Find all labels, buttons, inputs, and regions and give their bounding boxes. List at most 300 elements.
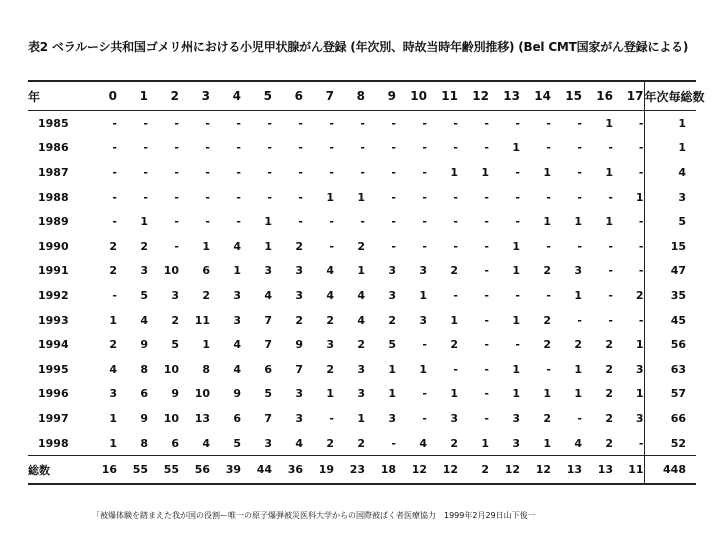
table-row bbox=[28, 209, 696, 234]
header-row bbox=[28, 81, 696, 111]
table-cell: - bbox=[360, 215, 365, 229]
table-cell: - bbox=[174, 116, 179, 130]
table-cell: 2 bbox=[543, 338, 551, 352]
table-cell: 2 bbox=[543, 411, 551, 425]
table-cell: 3 bbox=[357, 387, 365, 401]
table-cell: - bbox=[422, 141, 427, 155]
table-cell: - bbox=[484, 141, 489, 155]
table-cell: - bbox=[205, 215, 210, 229]
table-cell: 13 bbox=[194, 411, 210, 425]
table-title: 表2 ベラルーシ共和国ゴメリ州における小児甲状腺がん登録 (年次別、時故当時年齢別推移) (Bel CMT国家がん登録による) bbox=[28, 40, 689, 54]
table-cell: 3 bbox=[295, 411, 303, 425]
table-cell: 9 bbox=[140, 411, 148, 425]
table-cell: - bbox=[174, 239, 179, 253]
table-cell: - bbox=[638, 165, 644, 179]
table-cell: - bbox=[205, 116, 210, 130]
table-cell: - bbox=[174, 190, 179, 204]
table-cell: 2 bbox=[357, 436, 365, 450]
table-cell: - bbox=[143, 141, 148, 155]
footer-cell: 23 bbox=[349, 463, 365, 477]
table-cell: 11 bbox=[194, 313, 210, 327]
table-cell: - bbox=[112, 288, 117, 302]
table-cell: - bbox=[638, 436, 644, 450]
table-cell: - bbox=[329, 165, 334, 179]
table-cell: 9 bbox=[140, 338, 148, 352]
table-cell: - bbox=[577, 190, 582, 204]
table-cell: 6 bbox=[264, 362, 272, 376]
table-cell: 2 bbox=[543, 313, 551, 327]
table-cell: 4 bbox=[357, 288, 365, 302]
table-cell: 4 bbox=[233, 239, 241, 253]
table-cell: - bbox=[484, 190, 489, 204]
table-cell: 2 bbox=[326, 436, 334, 450]
footer-cell: 12 bbox=[535, 463, 551, 477]
table-cell: 2 bbox=[202, 288, 210, 302]
table-cell: 2 bbox=[605, 436, 613, 450]
row-total: 5 bbox=[644, 209, 696, 234]
table-cell: - bbox=[236, 116, 241, 130]
table-cell: 4 bbox=[202, 436, 210, 450]
table-cell: - bbox=[608, 264, 613, 278]
table-cell: 2 bbox=[450, 264, 458, 278]
table-cell: - bbox=[515, 116, 520, 130]
row-year: 1994 bbox=[38, 338, 69, 352]
row-year: 1995 bbox=[38, 362, 69, 376]
table-cell: 1 bbox=[543, 387, 551, 401]
table-cell: - bbox=[236, 215, 241, 229]
table-cell: 3 bbox=[295, 264, 303, 278]
table-cell: 1 bbox=[388, 362, 396, 376]
footer-cell: 13 bbox=[566, 463, 582, 477]
table-row bbox=[28, 406, 696, 431]
table-cell: - bbox=[329, 215, 334, 229]
footer-cell: 11 bbox=[628, 463, 644, 477]
table-cell: - bbox=[329, 239, 334, 253]
table-cell: 1 bbox=[635, 338, 644, 352]
table-cell: - bbox=[608, 190, 613, 204]
table-cell: 1 bbox=[450, 313, 458, 327]
table-cell: 1 bbox=[233, 264, 241, 278]
table-cell: - bbox=[546, 190, 551, 204]
source-caption: 「被爆体験を踏まえた我が国の役割ー唯一の原子爆弾被災医科大学からの国際被ばく者医療協力 1999年2月29日山下俊一 bbox=[92, 511, 536, 520]
table-cell: - bbox=[298, 116, 303, 130]
table-cell: - bbox=[391, 141, 396, 155]
table-cell: 1 bbox=[481, 165, 489, 179]
table-cell: 9 bbox=[171, 387, 179, 401]
table-cell: 2 bbox=[171, 313, 179, 327]
table-cell: - bbox=[422, 215, 427, 229]
table-cell: 2 bbox=[450, 338, 458, 352]
table-cell: - bbox=[422, 190, 427, 204]
table-cell: - bbox=[638, 215, 644, 229]
table-cell: 4 bbox=[264, 288, 272, 302]
footer-cell: 2 bbox=[481, 463, 489, 477]
table-cell: - bbox=[391, 239, 396, 253]
table-cell: 4 bbox=[109, 362, 117, 376]
table-cell: 1 bbox=[543, 165, 551, 179]
table-cell: - bbox=[484, 411, 489, 425]
table-cell: - bbox=[298, 190, 303, 204]
table-cell: 9 bbox=[295, 338, 303, 352]
table-cell: - bbox=[422, 239, 427, 253]
row-year: 1988 bbox=[38, 190, 69, 204]
row-year: 1990 bbox=[38, 239, 69, 253]
table-cell: 1 bbox=[574, 288, 582, 302]
table-row bbox=[28, 431, 696, 456]
row-total: 56 bbox=[644, 332, 696, 357]
table-row bbox=[28, 111, 696, 136]
footer-cell: 16 bbox=[101, 463, 117, 477]
row-total: 1 bbox=[644, 111, 696, 136]
table-cell: - bbox=[484, 215, 489, 229]
table-cell: 3 bbox=[450, 411, 458, 425]
table-cell: - bbox=[267, 116, 272, 130]
table-cell: 5 bbox=[264, 387, 272, 401]
table-row bbox=[28, 332, 696, 357]
table-cell: - bbox=[391, 436, 396, 450]
row-year: 1986 bbox=[38, 141, 69, 155]
table-cell: 3 bbox=[635, 411, 644, 425]
table-cell: 4 bbox=[140, 313, 148, 327]
table-cell: - bbox=[112, 190, 117, 204]
table-cell: 2 bbox=[357, 338, 365, 352]
table-cell: - bbox=[638, 141, 644, 155]
table-cell: 2 bbox=[574, 338, 582, 352]
row-year: 1992 bbox=[38, 288, 69, 302]
row-year: 1987 bbox=[38, 165, 69, 179]
table-cell: 4 bbox=[295, 436, 303, 450]
table-cell: - bbox=[422, 387, 427, 401]
table-cell: - bbox=[577, 313, 582, 327]
table-cell: 7 bbox=[264, 411, 272, 425]
table-cell: 3 bbox=[388, 288, 396, 302]
table-cell: - bbox=[391, 165, 396, 179]
table-cell: - bbox=[484, 288, 489, 302]
table-cell: 1 bbox=[605, 116, 613, 130]
row-year: 1996 bbox=[38, 387, 69, 401]
table-cell: 1 bbox=[202, 239, 210, 253]
table-cell: - bbox=[453, 362, 458, 376]
age-header-1: 1 bbox=[139, 89, 148, 103]
table-cell: - bbox=[608, 313, 613, 327]
row-year: 1989 bbox=[38, 215, 69, 229]
row-total: 45 bbox=[644, 308, 696, 333]
table-cell: - bbox=[453, 288, 458, 302]
table-cell: 2 bbox=[326, 362, 334, 376]
footer-cell: 56 bbox=[194, 463, 210, 477]
footer-cell: 39 bbox=[225, 463, 241, 477]
table-cell: 2 bbox=[326, 313, 334, 327]
table-cell: 1 bbox=[512, 387, 520, 401]
table-cell: 3 bbox=[388, 264, 396, 278]
table-cell: 2 bbox=[605, 338, 613, 352]
table-cell: 2 bbox=[295, 313, 303, 327]
footer-cell: 12 bbox=[411, 463, 427, 477]
table-cell: 6 bbox=[233, 411, 241, 425]
table-cell: 2 bbox=[109, 239, 117, 253]
table-cell: - bbox=[546, 141, 551, 155]
table-row bbox=[28, 160, 696, 185]
row-total: 35 bbox=[644, 283, 696, 308]
age-header-0: 0 bbox=[108, 89, 117, 103]
table-cell: - bbox=[267, 165, 272, 179]
table-cell: - bbox=[546, 362, 551, 376]
table-cell: - bbox=[329, 141, 334, 155]
table-cell: 3 bbox=[512, 436, 520, 450]
table-cell: - bbox=[205, 190, 210, 204]
table-cell: 1 bbox=[574, 387, 582, 401]
table-cell: 4 bbox=[326, 288, 334, 302]
age-header-15: 15 bbox=[565, 89, 582, 103]
year-header: 年 bbox=[28, 89, 41, 104]
table-cell: - bbox=[546, 116, 551, 130]
table-cell: 4 bbox=[574, 436, 582, 450]
table-cell: 1 bbox=[357, 264, 365, 278]
table-cell: 2 bbox=[605, 362, 613, 376]
table-cell: - bbox=[112, 165, 117, 179]
table-cell: 1 bbox=[326, 190, 334, 204]
table-cell: 1 bbox=[109, 313, 117, 327]
thyroid-cancer-table bbox=[28, 80, 705, 485]
footer-cell: 12 bbox=[504, 463, 520, 477]
row-total: 15 bbox=[644, 234, 696, 259]
table-cell: 1 bbox=[512, 239, 520, 253]
footer-cell: 44 bbox=[256, 463, 272, 477]
table-cell: 2 bbox=[109, 264, 117, 278]
table-cell: - bbox=[329, 116, 334, 130]
table-cell: 3 bbox=[140, 264, 148, 278]
table-cell: 2 bbox=[543, 264, 551, 278]
table-cell: 8 bbox=[202, 362, 210, 376]
table-cell: 4 bbox=[419, 436, 427, 450]
row-total: 57 bbox=[644, 382, 696, 407]
table-cell: 10 bbox=[194, 387, 210, 401]
table-cell: - bbox=[205, 141, 210, 155]
table-cell: 3 bbox=[264, 264, 272, 278]
table-cell: - bbox=[638, 264, 644, 278]
table-cell: 3 bbox=[357, 362, 365, 376]
age-header-16: 16 bbox=[596, 89, 613, 103]
table-cell: 8 bbox=[140, 362, 148, 376]
table-cell: 1 bbox=[512, 264, 520, 278]
table-cell: - bbox=[484, 116, 489, 130]
table-cell: - bbox=[298, 165, 303, 179]
table-cell: 1 bbox=[605, 165, 613, 179]
table-cell: 1 bbox=[388, 387, 396, 401]
footer-cell: 12 bbox=[442, 463, 458, 477]
table-cell: - bbox=[453, 141, 458, 155]
table-cell: 1 bbox=[140, 215, 148, 229]
table-cell: - bbox=[236, 165, 241, 179]
table-cell: 3 bbox=[295, 387, 303, 401]
age-header-17: 17 bbox=[626, 89, 644, 103]
age-header-6: 6 bbox=[294, 89, 303, 103]
table-cell: 3 bbox=[419, 264, 427, 278]
table-cell: 1 bbox=[635, 387, 644, 401]
table-cell: - bbox=[515, 288, 520, 302]
table-cell: - bbox=[143, 190, 148, 204]
table-cell: - bbox=[298, 215, 303, 229]
table-cell: 8 bbox=[140, 436, 148, 450]
table-cell: - bbox=[453, 190, 458, 204]
table-cell: 1 bbox=[512, 313, 520, 327]
age-header-2: 2 bbox=[170, 89, 179, 103]
table-row bbox=[28, 308, 696, 333]
age-header-8: 8 bbox=[356, 89, 365, 103]
table-row bbox=[28, 283, 696, 308]
table-cell: - bbox=[236, 141, 241, 155]
table-cell: - bbox=[577, 239, 582, 253]
table-cell: 4 bbox=[357, 313, 365, 327]
table-cell: - bbox=[577, 411, 582, 425]
table-cell: - bbox=[484, 338, 489, 352]
table-cell: 1 bbox=[326, 387, 334, 401]
table-cell: 7 bbox=[264, 313, 272, 327]
table-cell: 1 bbox=[450, 165, 458, 179]
age-header-9: 9 bbox=[387, 89, 396, 103]
footer-cell: 36 bbox=[287, 463, 303, 477]
table-cell: 3 bbox=[326, 338, 334, 352]
age-header-11: 11 bbox=[441, 89, 458, 103]
table-cell: - bbox=[608, 288, 613, 302]
table-cell: 7 bbox=[264, 338, 272, 352]
table-cell: 5 bbox=[140, 288, 148, 302]
table-cell: - bbox=[484, 387, 489, 401]
table-cell: 2 bbox=[605, 387, 613, 401]
table-cell: - bbox=[360, 165, 365, 179]
table-cell: 2 bbox=[605, 411, 613, 425]
table-cell: - bbox=[174, 165, 179, 179]
table-cell: - bbox=[453, 116, 458, 130]
row-total: 66 bbox=[644, 406, 696, 431]
table-cell: 2 bbox=[109, 338, 117, 352]
table-cell: 1 bbox=[357, 411, 365, 425]
age-header-5: 5 bbox=[263, 89, 272, 103]
table-cell: 1 bbox=[574, 362, 582, 376]
table-cell: 2 bbox=[635, 288, 644, 302]
row-total: 47 bbox=[644, 259, 696, 284]
table-cell: - bbox=[298, 141, 303, 155]
table-cell: 1 bbox=[109, 411, 117, 425]
table-cell: 3 bbox=[171, 288, 179, 302]
table-cell: - bbox=[391, 215, 396, 229]
table-cell: 6 bbox=[171, 436, 179, 450]
footer-row bbox=[28, 456, 696, 485]
table-cell: 1 bbox=[450, 387, 458, 401]
footer-cell: 13 bbox=[597, 463, 613, 477]
age-header-14: 14 bbox=[534, 89, 551, 103]
row-total: 63 bbox=[644, 357, 696, 382]
table-cell: 1 bbox=[357, 190, 365, 204]
age-header-10: 10 bbox=[410, 89, 427, 103]
table-cell: 1 bbox=[635, 190, 644, 204]
table-cell: 4 bbox=[233, 338, 241, 352]
table-cell: - bbox=[484, 313, 489, 327]
table-cell: - bbox=[267, 141, 272, 155]
table-cell: 3 bbox=[635, 362, 644, 376]
age-header-13: 13 bbox=[503, 89, 520, 103]
table-cell: 10 bbox=[163, 264, 179, 278]
table-cell: 1 bbox=[202, 338, 210, 352]
grand-total: 448 bbox=[644, 456, 696, 485]
footer-cell: 55 bbox=[132, 463, 148, 477]
table-cell: - bbox=[422, 411, 427, 425]
table-cell: - bbox=[205, 165, 210, 179]
table-cell: - bbox=[484, 264, 489, 278]
table-cell: - bbox=[112, 215, 117, 229]
table-cell: - bbox=[608, 141, 613, 155]
row-year: 1991 bbox=[38, 264, 69, 278]
table-cell: - bbox=[329, 411, 334, 425]
table-cell: - bbox=[453, 215, 458, 229]
footer-cell: 19 bbox=[318, 463, 334, 477]
table-cell: 1 bbox=[419, 362, 427, 376]
table-cell: - bbox=[577, 116, 582, 130]
table-cell: - bbox=[577, 165, 582, 179]
table-cell: 2 bbox=[388, 313, 396, 327]
table-cell: 3 bbox=[419, 313, 427, 327]
table-cell: 6 bbox=[140, 387, 148, 401]
footer-cell: 18 bbox=[380, 463, 396, 477]
table-row bbox=[28, 136, 696, 161]
table-cell: 1 bbox=[264, 215, 272, 229]
table-row bbox=[28, 185, 696, 210]
table-cell: 3 bbox=[295, 288, 303, 302]
table-cell: - bbox=[112, 141, 117, 155]
table-row bbox=[28, 259, 696, 284]
table-cell: - bbox=[112, 116, 117, 130]
table-cell: - bbox=[638, 239, 644, 253]
table-cell: 3 bbox=[512, 411, 520, 425]
table-row bbox=[28, 357, 696, 382]
table-cell: 10 bbox=[163, 362, 179, 376]
table-cell: - bbox=[515, 165, 520, 179]
table-cell: 5 bbox=[388, 338, 396, 352]
table-cell: - bbox=[608, 239, 613, 253]
table-cell: 1 bbox=[605, 215, 613, 229]
row-year: 1993 bbox=[38, 313, 69, 327]
table-cell: 1 bbox=[109, 436, 117, 450]
age-header-12: 12 bbox=[472, 89, 489, 103]
row-total: 4 bbox=[644, 160, 696, 185]
table-cell: 10 bbox=[163, 411, 179, 425]
table-cell: 2 bbox=[357, 239, 365, 253]
age-header-3: 3 bbox=[201, 89, 210, 103]
total-header: 年次毎総数 bbox=[644, 81, 696, 111]
table-cell: - bbox=[143, 116, 148, 130]
table-cell: 1 bbox=[264, 239, 272, 253]
table-cell: 1 bbox=[512, 141, 520, 155]
row-total: 1 bbox=[644, 136, 696, 161]
table-cell: - bbox=[422, 165, 427, 179]
footer-label: 総数 bbox=[28, 463, 50, 477]
table-cell: - bbox=[453, 239, 458, 253]
table-cell: - bbox=[638, 313, 644, 327]
table-cell: - bbox=[422, 338, 427, 352]
row-year: 1997 bbox=[38, 411, 69, 425]
table-cell: 1 bbox=[512, 362, 520, 376]
table-cell: 3 bbox=[388, 411, 396, 425]
table-cell: - bbox=[546, 288, 551, 302]
table-cell: 5 bbox=[171, 338, 179, 352]
table-cell: 3 bbox=[109, 387, 117, 401]
table-cell: - bbox=[174, 141, 179, 155]
table-cell: - bbox=[577, 141, 582, 155]
table-cell: - bbox=[236, 190, 241, 204]
table-cell: - bbox=[515, 190, 520, 204]
age-header-7: 7 bbox=[325, 89, 334, 103]
table-cell: 7 bbox=[295, 362, 303, 376]
